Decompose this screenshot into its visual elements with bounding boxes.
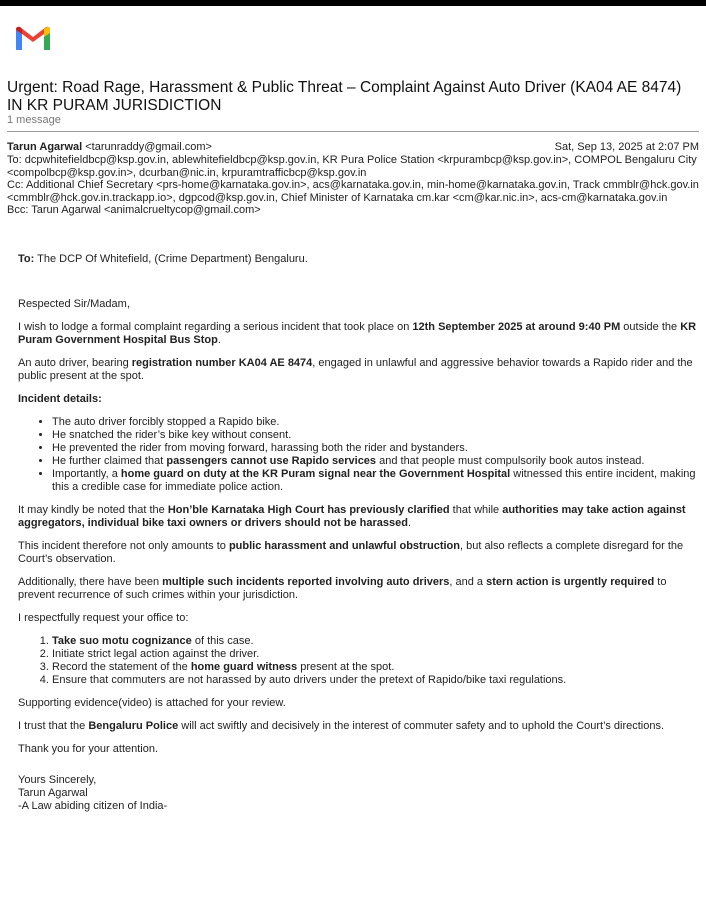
divider [7, 131, 699, 132]
list-item: • He snatched the rider’s bike key without consent. [52, 429, 698, 442]
from-line [7, 141, 699, 154]
request-list [18, 635, 698, 687]
list-item: 2. Initiate strict legal action against the driver. [52, 648, 698, 661]
top-border [0, 0, 706, 6]
paragraph-additional: Additionally, there have been multiple such incidents reported involving auto drivers, and a stern action is urgently required to prevent recurrence of such crimes within your jurisdiction. [18, 576, 667, 601]
paragraph-driver: An auto driver, bearing registration number KA04 AE 8474, engaged in unlawful and aggressive behavior towards a Rapido rider and the public present at the spot. [18, 357, 693, 382]
paragraph-court: It may kindly be noted that the Hon’ble Karnataka High Court has previously clarified that while authorities may take action against aggregators, individual bike taxi owners or drivers should not be harassed. [18, 504, 686, 529]
evidence-note: Supporting evidence(video) is attached for your review. [18, 697, 286, 709]
addressee: To: The DCP Of Whitefield, (Crime Department) Bengaluru. [18, 253, 308, 265]
paragraph-incident-time: I wish to lodge a formal complaint regarding a serious incident that took place on 12th September 2025 at around 9:40 PM outside the KR Puram Government Hospital Bus Stop. [18, 321, 697, 346]
list-item: • He further claimed that passengers cannot use Rapido services and that people must compulsorily book autos instead. [52, 455, 698, 468]
sender-email[interactable]: <tarunraddy@gmail.com> [85, 141, 212, 153]
list-item: 1. Take suo motu cognizance of this case. [52, 635, 698, 648]
list-item: 4. Ensure that commuters are not harassed by auto drivers under the pretext of Rapido/bike taxi regulations. [52, 674, 698, 687]
sent-date: Sat, Sep 13, 2025 at 2:07 PM [554, 141, 699, 153]
bcc-recipients: Bcc: Tarun Agarwal <animalcrueltycop@gmail.com> [7, 204, 261, 216]
paragraph-trust: I trust that the Bengaluru Police will act swiftly and decisively in the interest of commuter safety and to uphold the Court’s directions. [18, 720, 665, 732]
signature: Yours Sincerely, Tarun Agarwal -A Law abiding citizen of India- [18, 774, 168, 812]
salutation: Respected Sir/Madam, [18, 298, 130, 310]
incident-list [18, 416, 698, 494]
email-headers [7, 141, 699, 217]
email-body [18, 253, 698, 823]
incident-heading: Incident details: [18, 393, 102, 405]
list-item: • The auto driver forcibly stopped a Rapido bike. [52, 416, 698, 429]
paragraph-harassment: This incident therefore not only amounts to public harassment and unlawful obstruction, but also reflects a complete disregard for the Court’s observation. [18, 540, 684, 565]
list-item: 3. Record the statement of the home guard witness present at the spot. [52, 661, 698, 674]
email-subject: Urgent: Road Rage, Harassment & Public Threat – Complaint Against Auto Driver (KA04 AE 8474) IN KR PURAM JURISDICTION [7, 79, 682, 114]
to-recipients: To: dcpwhitefieldbcp@ksp.gov.in, ablewhitefieldbcp@ksp.gov.in, KR Pura Police Station <krpurambcp@ksp.gov.in>, COMPOL Bengaluru City <compolbcp@ksp.gov.in>, dcurban@nic.in, krpuramtrafficbcp@ksp.gov.in [7, 154, 697, 179]
cc-recipients: Cc: Additional Chief Secretary <prs-home@karnataka.gov.in>, acs@karnataka.gov.in, min-home@karnataka.gov.in, Track cmmblr@hck.gov.in <cmmblr@hck.gov.in.trackapp.io>, dgpcod@ksp.gov.in, Chief Minister of Karnataka cm.kar <cm@kar.nic.in>, acs-cm@karnataka.gov.in [7, 179, 699, 204]
gmail-logo-icon [14, 24, 52, 52]
thanks: Thank you for your attention. [18, 743, 159, 755]
list-item: • He prevented the rider from moving forward, harassing both the rider and bystanders. [52, 442, 698, 455]
list-item: • Importantly, a home guard on duty at the KR Puram signal near the Government Hospital witnessed this entire incident, making this a credible case for immediate police action. [52, 468, 698, 494]
message-count: 1 message [7, 114, 61, 126]
sender-name[interactable]: Tarun Agarwal [7, 141, 83, 153]
request-intro: I respectfully request your office to: [18, 612, 189, 624]
